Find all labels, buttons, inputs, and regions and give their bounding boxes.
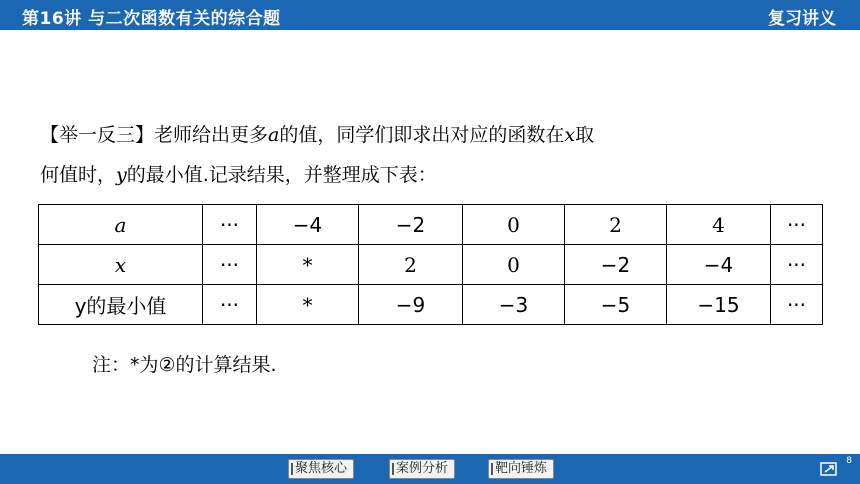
- table-cell: ···: [771, 285, 823, 325]
- line2-prefix: 何值时，: [40, 164, 117, 186]
- table-cell: −5: [565, 285, 667, 325]
- nav-button-case-analysis[interactable]: [389, 459, 455, 479]
- nav-button-focus-core[interactable]: [288, 459, 354, 479]
- table-cell: ···: [203, 205, 257, 245]
- line1-prefix: 【举一反三】老师给出更多: [40, 124, 269, 146]
- table-cell: −4: [257, 205, 359, 245]
- table-cell: −2: [565, 245, 667, 285]
- nav-button-label: 案例分析: [396, 461, 449, 476]
- line1-mid: 的值，同学们即求出对应的函数在: [279, 124, 565, 146]
- table-cell: ···: [771, 245, 823, 285]
- table-row: [39, 205, 823, 245]
- table-cell: ···: [203, 285, 257, 325]
- table-cell: −4: [667, 245, 771, 285]
- table-cell: −2: [359, 205, 463, 245]
- table-cell: 2: [565, 205, 667, 245]
- row-header-x: x: [39, 245, 203, 285]
- var-x: x: [564, 124, 576, 146]
- nav-button-label: 聚焦核心: [295, 461, 348, 476]
- next-arrow-icon[interactable]: [820, 460, 842, 478]
- var-y: y: [116, 164, 127, 186]
- nav-button-label: 靶向锤炼: [495, 461, 548, 476]
- var-a: a: [268, 124, 280, 146]
- table-cell: −3: [463, 285, 565, 325]
- row-header-a: a: [39, 205, 203, 245]
- table-cell: 0: [463, 205, 565, 245]
- results-table: [38, 204, 823, 325]
- table-cell: ···: [771, 205, 823, 245]
- table-cell: *: [257, 245, 359, 285]
- problem-text-line-1: [40, 123, 594, 147]
- table-row: [39, 245, 823, 285]
- table-cell: −15: [667, 285, 771, 325]
- nav-button-targeted-practice[interactable]: [488, 459, 554, 479]
- table-cell: −9: [359, 285, 463, 325]
- table-cell: ···: [203, 245, 257, 285]
- page-number: 8: [846, 456, 852, 466]
- table-cell: 2: [359, 245, 463, 285]
- problem-text-line-2: [40, 163, 437, 187]
- table-row: [39, 285, 823, 325]
- line2-suffix: 的最小值.记录结果，并整理成下表：: [126, 164, 437, 186]
- section-label: 复习讲义: [768, 9, 836, 29]
- line1-suffix: 取: [575, 124, 595, 146]
- table-note: 注：*为②的计算结果.: [92, 354, 277, 376]
- table-cell: *: [257, 285, 359, 325]
- bottom-nav-bar: [0, 454, 860, 484]
- top-header-bar: [0, 0, 860, 30]
- table-cell: 0: [463, 245, 565, 285]
- lecture-title: 第16讲 与二次函数有关的综合题: [22, 9, 281, 29]
- table-cell: 4: [667, 205, 771, 245]
- row-header-y-min: y的最小值: [39, 285, 203, 325]
